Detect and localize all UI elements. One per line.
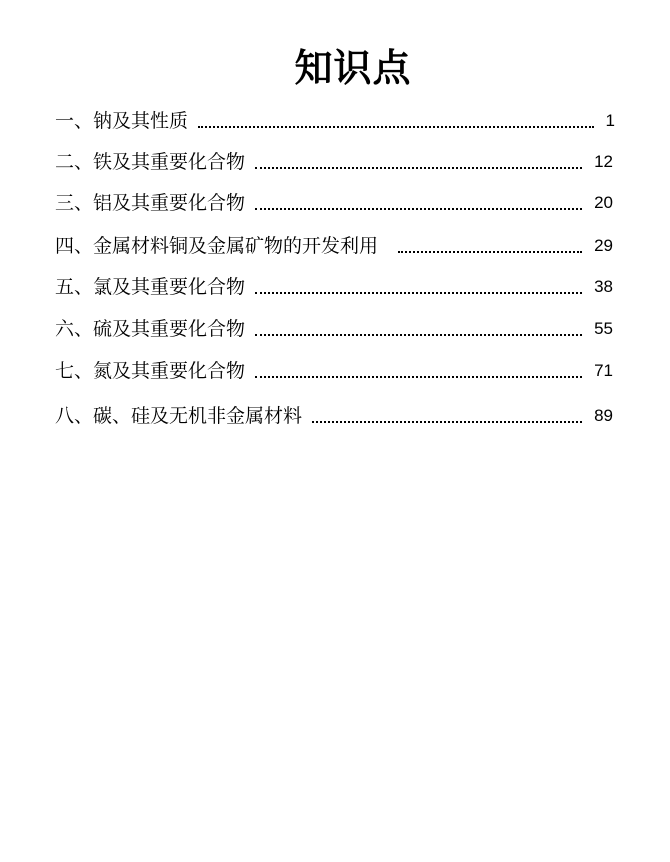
toc-entry[interactable] xyxy=(55,399,613,431)
toc-page-number: 20 xyxy=(594,193,613,212)
toc-entry-label: 一、钠及其性质 xyxy=(55,110,189,132)
toc-dot-leader xyxy=(255,376,582,378)
toc-dot-leader xyxy=(255,334,582,336)
toc-entry-label: 二、铁及其重要化合物 xyxy=(55,151,246,173)
toc-entry[interactable] xyxy=(55,354,613,386)
toc-dot-leader xyxy=(255,208,582,210)
toc-entry-label: 四、金属材料铜及金属矿物的开发利用 xyxy=(55,235,379,257)
toc-entry-label: 五、氯及其重要化合物 xyxy=(55,276,246,298)
toc-page-number: 12 xyxy=(594,152,613,171)
toc-page-number: 1 xyxy=(605,111,615,130)
toc-entry[interactable] xyxy=(55,104,615,136)
toc-page-number: 71 xyxy=(594,361,613,380)
toc-page-number: 55 xyxy=(594,319,613,338)
toc-entry-label: 八、碳、硅及无机非金属材料 xyxy=(55,405,303,427)
toc-entry[interactable] xyxy=(55,186,613,218)
toc-entry[interactable] xyxy=(55,145,613,177)
toc-entry[interactable] xyxy=(55,312,613,344)
toc-dot-leader xyxy=(398,251,582,253)
toc-entry-label: 七、氮及其重要化合物 xyxy=(55,360,246,382)
toc-page-number: 29 xyxy=(594,236,613,255)
toc-dot-leader xyxy=(198,126,594,128)
toc-entry[interactable] xyxy=(55,229,613,261)
toc-entry-label: 三、铝及其重要化合物 xyxy=(55,192,246,214)
toc-entry[interactable] xyxy=(55,270,613,302)
toc-dot-leader xyxy=(312,421,582,423)
toc-dot-leader xyxy=(255,167,582,169)
toc-entry-label: 六、硫及其重要化合物 xyxy=(55,318,246,340)
toc-page-number: 38 xyxy=(594,277,613,296)
page-title: 知识点 xyxy=(294,45,412,90)
toc-dot-leader xyxy=(255,292,582,294)
toc-page-number: 89 xyxy=(594,406,613,425)
